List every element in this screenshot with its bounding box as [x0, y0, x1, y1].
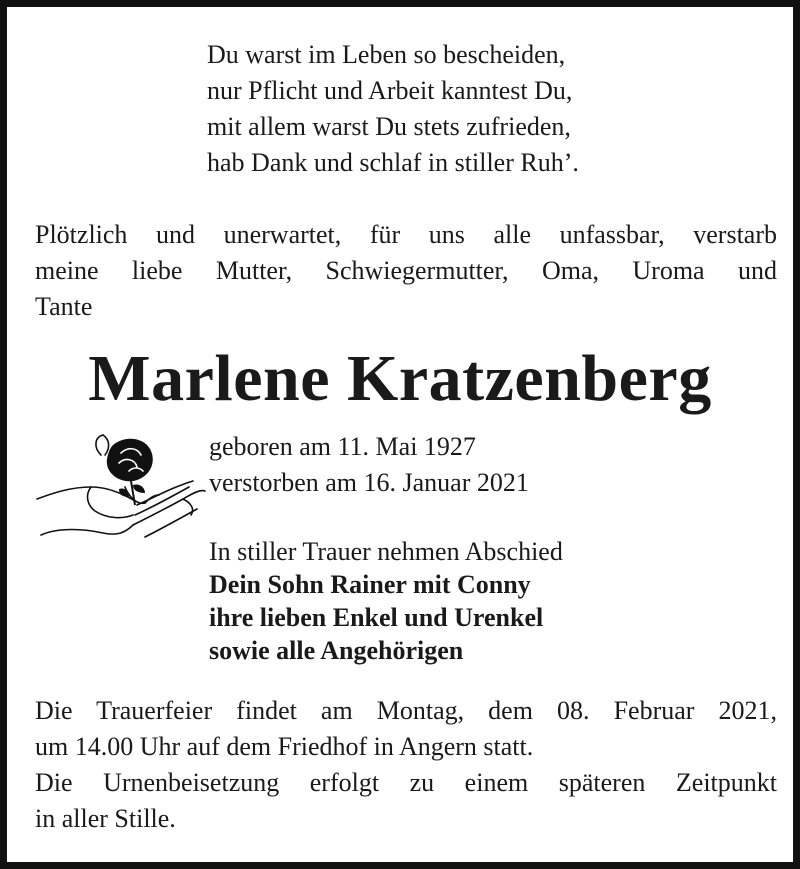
service-line: Die Trauerfeier findet am Montag, dem 08. Februar 2021, [35, 696, 777, 725]
service-line: um 14.00 Uhr auf dem Friedhof in Angern statt. [35, 732, 534, 761]
mourners-block [209, 535, 563, 667]
mourners-heading: In stiller Trauer nehmen Abschied [209, 537, 563, 566]
life-dates [209, 429, 529, 501]
announcement-line: Tante [35, 292, 93, 321]
poem-line: mit allem warst Du stets zufrieden, [207, 112, 571, 141]
mourner-name: sowie alle Angehörigen [209, 636, 464, 665]
announcement-line: meine liebe Mutter, Schwiegermutter, Oma, Uroma und [35, 256, 777, 285]
birth-date: geboren am 11. Mai 1927 [209, 432, 476, 461]
mourner-name: ihre lieben Enkel und Urenkel [209, 603, 544, 632]
mourner-name: Dein Sohn Rainer mit Conny [209, 570, 531, 599]
deceased-name: Marlene Kratzenberg [88, 342, 712, 415]
poem-line: hab Dank und schlaf in stiller Ruh’. [207, 148, 579, 177]
rose-in-hands-icon [33, 425, 213, 555]
service-line: Die Urnenbeisetzung erfolgt zu einem späteren Zeitpunkt [35, 768, 777, 797]
announcement-line: Plötzlich und unerwartet, für uns alle unfassbar, verstarb [35, 220, 777, 249]
poem-line: nur Pflicht und Arbeit kanntest Du, [207, 76, 573, 105]
poem-line: Du warst im Leben so bescheiden, [207, 40, 566, 69]
poem-verse [207, 37, 579, 181]
announcement-text [35, 217, 777, 325]
death-date: verstorben am 16. Januar 2021 [209, 468, 529, 497]
service-line: in aller Stille. [35, 804, 176, 833]
service-details [35, 693, 777, 837]
